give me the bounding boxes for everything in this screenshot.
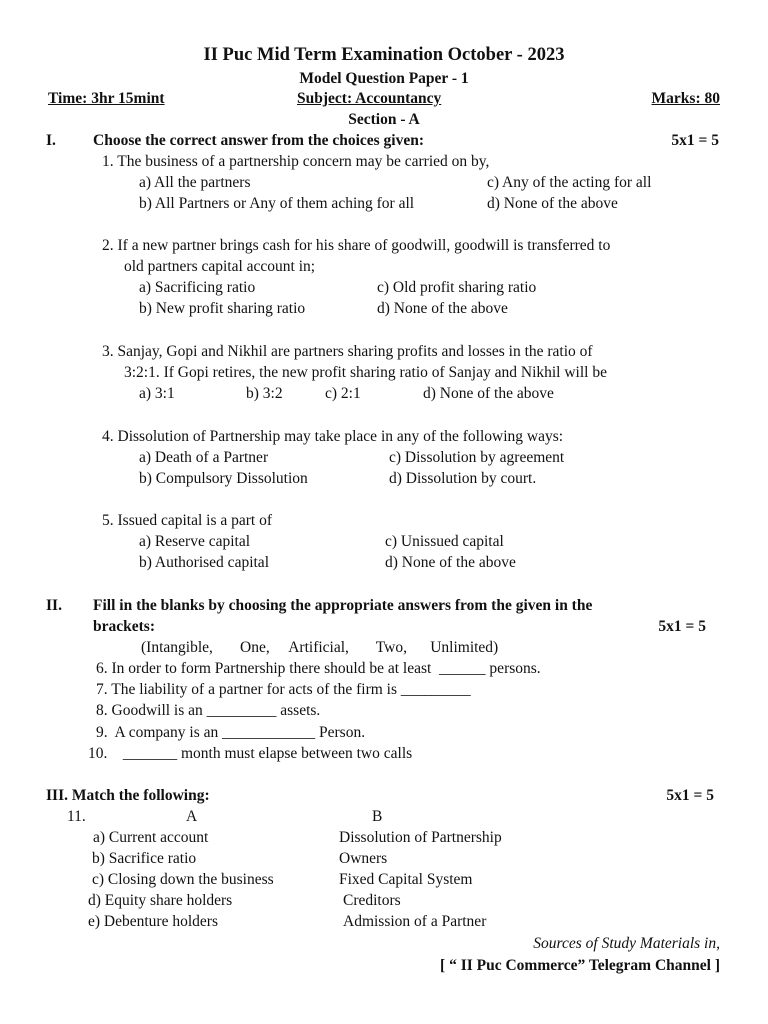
- part-heading: Choose the correct answer from the choices given:: [93, 132, 425, 149]
- match-item-b: Fixed Capital System: [339, 871, 473, 888]
- option-c: c) Dissolution by agreement: [389, 449, 565, 466]
- fill-blank-question: 6. In order to form Partnership there should be at least ______ persons.: [96, 660, 541, 677]
- fill-blank-question: 10. _______ month must elapse between two calls: [88, 745, 413, 762]
- part-heading-cont: brackets:: [93, 618, 155, 635]
- match-item-b: Creditors: [343, 892, 401, 909]
- option-d: d) None of the above: [423, 385, 554, 402]
- option-c: c) Old profit sharing ratio: [377, 279, 537, 296]
- question-stem: 4. Dissolution of Partnership may take place in any of the following ways:: [102, 428, 564, 445]
- fill-blank-question: 8. Goodwill is an _________ assets.: [96, 702, 321, 719]
- question-stem-cont: old partners capital account in;: [124, 258, 316, 275]
- question-stem: 3. Sanjay, Gopi and Nikhil are partners sharing profits and losses in the ratio of: [102, 343, 593, 360]
- telegram-channel-note: [ “ II Puc Commerce” Telegram Channel ]: [440, 957, 720, 974]
- option-d: d) Dissolution by court.: [389, 470, 537, 487]
- option-a: a) All the partners: [139, 174, 251, 191]
- match-item-a: b) Sacrifice ratio: [92, 850, 197, 867]
- option-a: a) 3:1: [139, 385, 175, 402]
- option-b: b) 3:2: [246, 385, 283, 402]
- column-b-header: B: [372, 808, 383, 825]
- option-a: a) Reserve capital: [139, 533, 251, 550]
- option-d: d) None of the above: [385, 554, 516, 571]
- match-item-b: Dissolution of Partnership: [339, 829, 502, 846]
- question-stem: 5. Issued capital is a part of: [102, 512, 273, 529]
- option-b: b) Compulsory Dissolution: [139, 470, 308, 487]
- match-item-a: d) Equity share holders: [88, 892, 233, 909]
- option-c: c) Any of the acting for all: [487, 174, 652, 191]
- section-title: Section - A: [348, 111, 420, 128]
- fill-blank-question: 7. The liability of a partner for acts of the firm is _________: [96, 681, 471, 698]
- question-number: 11.: [67, 808, 86, 825]
- option-d: d) None of the above: [377, 300, 508, 317]
- part-marks: 5x1 = 5: [666, 787, 714, 804]
- option-a: a) Sacrificing ratio: [139, 279, 256, 296]
- part-numeral: I.: [46, 132, 56, 149]
- question-stem: 2. If a new partner brings cash for his share of goodwill, goodwill is transferred to: [102, 237, 611, 254]
- option-a: a) Death of a Partner: [139, 449, 269, 466]
- sources-note: Sources of Study Materials in,: [533, 935, 720, 952]
- answer-options: (Intangible, One, Artificial, Two, Unlimited): [141, 639, 499, 656]
- exam-marks: Marks: 80: [651, 90, 720, 107]
- part-marks: 5x1 = 5: [658, 618, 706, 635]
- option-d: d) None of the above: [487, 195, 618, 212]
- part-numeral: II.: [46, 597, 62, 614]
- exam-subject: Subject: Accountancy: [297, 90, 442, 107]
- option-c: c) 2:1: [325, 385, 361, 402]
- question-stem: 1. The business of a partnership concern may be carried on by,: [102, 153, 490, 170]
- match-item-b: Admission of a Partner: [343, 913, 487, 930]
- exam-time: Time: 3hr 15mint: [48, 90, 165, 107]
- match-item-a: c) Closing down the business: [92, 871, 274, 888]
- part-heading: Fill in the blanks by choosing the appropriate answers from the given in the: [93, 597, 593, 614]
- part-marks: 5x1 = 5: [671, 132, 719, 149]
- column-a-header: A: [186, 808, 198, 825]
- option-b: b) Authorised capital: [139, 554, 269, 571]
- match-item-b: Owners: [339, 850, 388, 867]
- part-heading: III. Match the following:: [46, 787, 210, 804]
- option-b: b) New profit sharing ratio: [139, 300, 306, 317]
- match-item-a: a) Current account: [93, 829, 209, 846]
- option-c: c) Unissued capital: [385, 533, 504, 550]
- paper-subtitle: Model Question Paper - 1: [299, 70, 469, 87]
- match-item-a: e) Debenture holders: [88, 913, 218, 930]
- fill-blank-question: 9. A company is an ____________ Person.: [96, 724, 366, 741]
- question-stem-cont: 3:2:1. If Gopi retires, the new profit sharing ratio of Sanjay and Nikhil will be: [124, 364, 607, 381]
- exam-title: II Puc Mid Term Examination October - 2023: [203, 45, 565, 65]
- option-b: b) All Partners or Any of them aching for all: [139, 195, 415, 212]
